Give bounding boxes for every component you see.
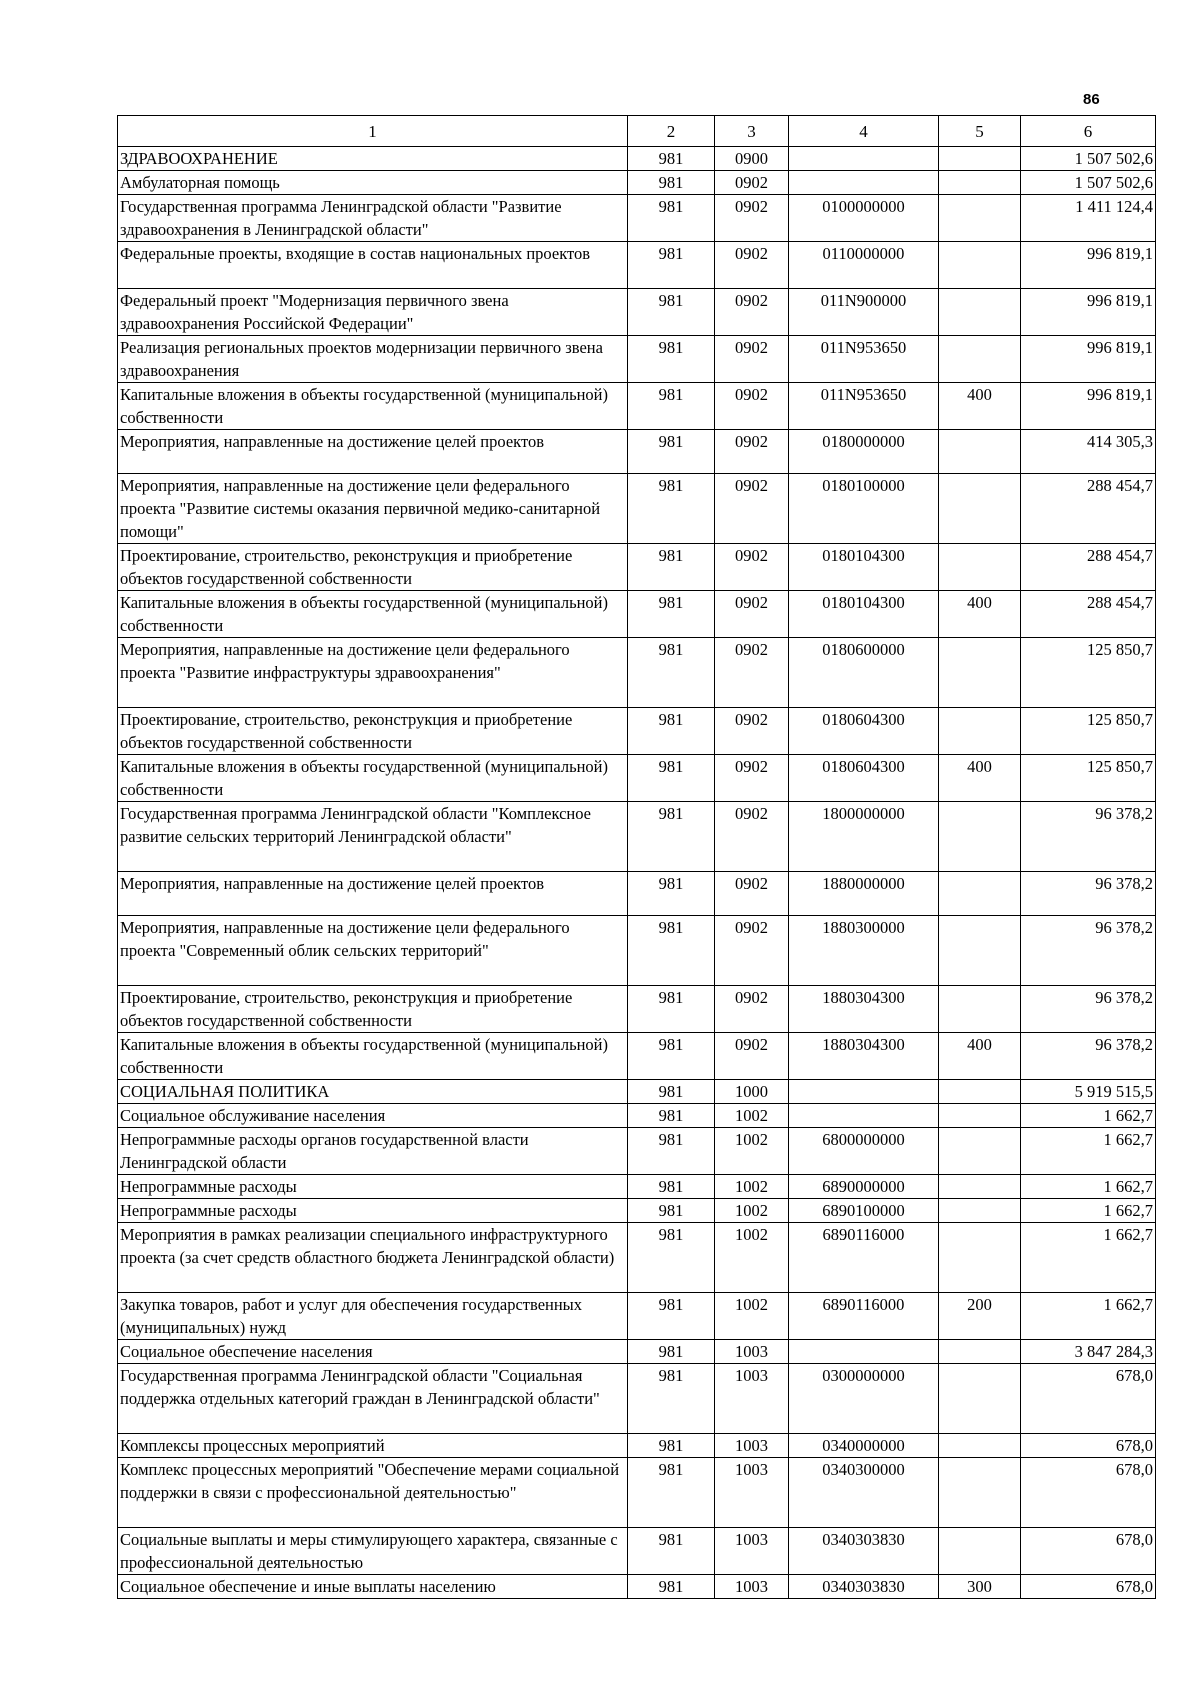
table-row [118, 430, 1156, 474]
cell-glava: 981 [628, 336, 715, 383]
cell-razdel: 0902 [715, 171, 789, 195]
cell-name: Социальное обслуживание населения [118, 1104, 628, 1128]
table-row [118, 1528, 1156, 1575]
cell-name: Федеральный проект "Модернизация первичного звена здравоохранения Российской Федерации" [118, 289, 628, 336]
cell-csr [789, 1340, 939, 1364]
cell-vr [939, 1434, 1021, 1458]
cell-csr: 0100000000 [789, 195, 939, 242]
cell-vr: 300 [939, 1575, 1021, 1599]
table-row [118, 1080, 1156, 1104]
cell-glava: 981 [628, 195, 715, 242]
cell-name: Социальное обеспечение и иные выплаты населению [118, 1575, 628, 1599]
column-header: 4 [789, 116, 939, 147]
cell-csr: 0180100000 [789, 474, 939, 544]
cell-sum: 996 819,1 [1021, 289, 1156, 336]
cell-glava: 981 [628, 1080, 715, 1104]
cell-vr: 400 [939, 383, 1021, 430]
cell-sum: 1 662,7 [1021, 1104, 1156, 1128]
cell-vr [939, 708, 1021, 755]
cell-glava: 981 [628, 1434, 715, 1458]
cell-glava: 981 [628, 474, 715, 544]
cell-sum: 96 378,2 [1021, 1033, 1156, 1080]
table-row [118, 1128, 1156, 1175]
cell-name: Мероприятия, направленные на достижение цели федерального проекта "Современный облик сельских территорий" [118, 916, 628, 986]
cell-sum: 288 454,7 [1021, 591, 1156, 638]
table-row [118, 1223, 1156, 1293]
cell-csr: 6890116000 [789, 1293, 939, 1340]
cell-sum: 1 507 502,6 [1021, 171, 1156, 195]
table-row [118, 1293, 1156, 1340]
cell-sum: 125 850,7 [1021, 708, 1156, 755]
cell-razdel: 0902 [715, 430, 789, 474]
cell-razdel: 0902 [715, 474, 789, 544]
cell-vr [939, 872, 1021, 916]
cell-glava: 981 [628, 289, 715, 336]
cell-glava: 981 [628, 383, 715, 430]
cell-razdel: 0902 [715, 591, 789, 638]
cell-vr [939, 1104, 1021, 1128]
cell-glava: 981 [628, 1528, 715, 1575]
cell-csr: 1800000000 [789, 802, 939, 872]
cell-glava: 981 [628, 1340, 715, 1364]
cell-vr [939, 638, 1021, 708]
cell-csr: 6890100000 [789, 1199, 939, 1223]
cell-name: Мероприятия, направленные на достижение цели федерального проекта "Развитие системы оказания первичной медико-санитарной помощи" [118, 474, 628, 544]
column-header: 3 [715, 116, 789, 147]
cell-razdel: 0902 [715, 544, 789, 591]
table-row [118, 147, 1156, 171]
cell-sum: 1 662,7 [1021, 1293, 1156, 1340]
cell-razdel: 1003 [715, 1340, 789, 1364]
cell-glava: 981 [628, 1175, 715, 1199]
cell-csr: 0180604300 [789, 755, 939, 802]
cell-sum: 96 378,2 [1021, 916, 1156, 986]
cell-name: Капитальные вложения в объекты государственной (муниципальной) собственности [118, 591, 628, 638]
cell-sum: 1 411 124,4 [1021, 195, 1156, 242]
cell-vr [939, 289, 1021, 336]
cell-name: Капитальные вложения в объекты государственной (муниципальной) собственности [118, 755, 628, 802]
cell-sum: 96 378,2 [1021, 872, 1156, 916]
cell-glava: 981 [628, 916, 715, 986]
cell-name: Капитальные вложения в объекты государственной (муниципальной) собственности [118, 383, 628, 430]
cell-name: Мероприятия в рамках реализации специального инфраструктурного проекта (за счет средств областного бюджета Ленинградской области) [118, 1223, 628, 1293]
cell-vr: 400 [939, 591, 1021, 638]
table-row [118, 1033, 1156, 1080]
cell-csr: 0180000000 [789, 430, 939, 474]
cell-sum: 96 378,2 [1021, 802, 1156, 872]
cell-name: Государственная программа Ленинградской области "Развитие здравоохранения в Ленинградской области" [118, 195, 628, 242]
cell-name: Мероприятия, направленные на достижение целей проектов [118, 872, 628, 916]
table-row [118, 544, 1156, 591]
cell-sum: 996 819,1 [1021, 383, 1156, 430]
cell-razdel: 0902 [715, 986, 789, 1033]
cell-csr [789, 1080, 939, 1104]
cell-vr [939, 1175, 1021, 1199]
cell-sum: 996 819,1 [1021, 336, 1156, 383]
cell-sum: 288 454,7 [1021, 544, 1156, 591]
cell-razdel: 1002 [715, 1199, 789, 1223]
cell-razdel: 1002 [715, 1223, 789, 1293]
cell-csr [789, 171, 939, 195]
cell-vr [939, 171, 1021, 195]
cell-csr [789, 147, 939, 171]
column-header: 5 [939, 116, 1021, 147]
cell-vr [939, 147, 1021, 171]
cell-name: Проектирование, строительство, реконструкция и приобретение объектов государственной собственности [118, 708, 628, 755]
cell-name: Амбулаторная помощь [118, 171, 628, 195]
cell-razdel: 0902 [715, 336, 789, 383]
cell-vr [939, 430, 1021, 474]
cell-sum: 96 378,2 [1021, 986, 1156, 1033]
cell-razdel: 1002 [715, 1293, 789, 1340]
cell-glava: 981 [628, 1364, 715, 1434]
table-row [118, 474, 1156, 544]
cell-name: Закупка товаров, работ и услуг для обеспечения государственных (муниципальных) нужд [118, 1293, 628, 1340]
cell-vr [939, 1080, 1021, 1104]
cell-vr [939, 916, 1021, 986]
cell-glava: 981 [628, 708, 715, 755]
cell-csr: 011N900000 [789, 289, 939, 336]
cell-name: Непрограммные расходы [118, 1175, 628, 1199]
cell-razdel: 1000 [715, 1080, 789, 1104]
table-row [118, 755, 1156, 802]
cell-razdel: 0902 [715, 289, 789, 336]
cell-vr: 400 [939, 755, 1021, 802]
cell-sum: 1 662,7 [1021, 1223, 1156, 1293]
page-number: 86 [1083, 91, 1100, 108]
cell-vr: 400 [939, 1033, 1021, 1080]
cell-razdel: 1002 [715, 1104, 789, 1128]
cell-glava: 981 [628, 430, 715, 474]
cell-csr: 6890116000 [789, 1223, 939, 1293]
cell-vr [939, 986, 1021, 1033]
cell-razdel: 0902 [715, 1033, 789, 1080]
cell-glava: 981 [628, 1458, 715, 1528]
table-header-row [118, 116, 1156, 147]
cell-csr: 1880304300 [789, 1033, 939, 1080]
cell-name: Государственная программа Ленинградской области "Комплексное развитие сельских территорий Ленинградской области" [118, 802, 628, 872]
cell-csr: 0300000000 [789, 1364, 939, 1434]
cell-vr [939, 1458, 1021, 1528]
cell-razdel: 0902 [715, 383, 789, 430]
cell-razdel: 0902 [715, 708, 789, 755]
cell-vr [939, 242, 1021, 289]
cell-vr [939, 195, 1021, 242]
cell-razdel: 0902 [715, 195, 789, 242]
cell-razdel: 0902 [715, 802, 789, 872]
cell-sum: 1 507 502,6 [1021, 147, 1156, 171]
table-row [118, 1340, 1156, 1364]
cell-sum: 996 819,1 [1021, 242, 1156, 289]
cell-razdel: 1002 [715, 1128, 789, 1175]
table-row [118, 171, 1156, 195]
cell-sum: 3 847 284,3 [1021, 1340, 1156, 1364]
cell-glava: 981 [628, 1223, 715, 1293]
cell-name: Комплексы процессных мероприятий [118, 1434, 628, 1458]
cell-glava: 981 [628, 591, 715, 638]
table-row [118, 195, 1156, 242]
cell-csr: 0180104300 [789, 591, 939, 638]
cell-glava: 981 [628, 171, 715, 195]
cell-glava: 981 [628, 872, 715, 916]
cell-glava: 981 [628, 755, 715, 802]
cell-razdel: 1003 [715, 1575, 789, 1599]
column-header: 2 [628, 116, 715, 147]
cell-sum: 678,0 [1021, 1575, 1156, 1599]
cell-csr: 0180600000 [789, 638, 939, 708]
cell-csr: 6800000000 [789, 1128, 939, 1175]
cell-sum: 678,0 [1021, 1434, 1156, 1458]
column-header: 1 [118, 116, 628, 147]
column-header: 6 [1021, 116, 1156, 147]
cell-csr: 1880300000 [789, 916, 939, 986]
table-row [118, 242, 1156, 289]
cell-razdel: 1003 [715, 1458, 789, 1528]
cell-sum: 5 919 515,5 [1021, 1080, 1156, 1104]
cell-glava: 981 [628, 1104, 715, 1128]
table-row [118, 986, 1156, 1033]
cell-name: Непрограммные расходы органов государственной власти Ленинградской области [118, 1128, 628, 1175]
cell-name: Федеральные проекты, входящие в состав национальных проектов [118, 242, 628, 289]
table-row [118, 591, 1156, 638]
cell-glava: 981 [628, 1033, 715, 1080]
cell-csr: 011N953650 [789, 336, 939, 383]
cell-name: Мероприятия, направленные на достижение цели федерального проекта "Развитие инфраструктуры здравоохранения" [118, 638, 628, 708]
table-row [118, 383, 1156, 430]
table-row [118, 1364, 1156, 1434]
cell-glava: 981 [628, 1128, 715, 1175]
table-body [118, 147, 1156, 1599]
budget-table [117, 115, 1156, 1599]
table-row [118, 1434, 1156, 1458]
table-row [118, 802, 1156, 872]
cell-vr [939, 544, 1021, 591]
cell-glava: 981 [628, 1575, 715, 1599]
cell-vr: 200 [939, 1293, 1021, 1340]
cell-name: Мероприятия, направленные на достижение целей проектов [118, 430, 628, 474]
cell-razdel: 1003 [715, 1364, 789, 1434]
cell-razdel: 0902 [715, 755, 789, 802]
cell-vr [939, 1223, 1021, 1293]
cell-name: СОЦИАЛЬНАЯ ПОЛИТИКА [118, 1080, 628, 1104]
table-row [118, 1104, 1156, 1128]
cell-sum: 678,0 [1021, 1528, 1156, 1575]
cell-csr: 0110000000 [789, 242, 939, 289]
cell-csr: 0340303830 [789, 1575, 939, 1599]
table-row [118, 916, 1156, 986]
table-row [118, 1175, 1156, 1199]
cell-name: Социальное обеспечение населения [118, 1340, 628, 1364]
cell-vr [939, 1128, 1021, 1175]
cell-sum: 288 454,7 [1021, 474, 1156, 544]
cell-razdel: 0902 [715, 916, 789, 986]
cell-glava: 981 [628, 147, 715, 171]
cell-vr [939, 1528, 1021, 1575]
cell-csr: 0340000000 [789, 1434, 939, 1458]
table-row [118, 1199, 1156, 1223]
cell-csr: 0340303830 [789, 1528, 939, 1575]
table-row [118, 289, 1156, 336]
cell-glava: 981 [628, 1293, 715, 1340]
cell-razdel: 1003 [715, 1528, 789, 1575]
cell-sum: 678,0 [1021, 1364, 1156, 1434]
cell-name: Социальные выплаты и меры стимулирующего характера, связанные с профессиональной деятельностью [118, 1528, 628, 1575]
cell-vr [939, 802, 1021, 872]
cell-vr [939, 474, 1021, 544]
table-row [118, 872, 1156, 916]
cell-glava: 981 [628, 242, 715, 289]
cell-sum: 1 662,7 [1021, 1128, 1156, 1175]
cell-name: Комплекс процессных мероприятий "Обеспечение мерами социальной поддержки в связи с профессиональной деятельностью" [118, 1458, 628, 1528]
cell-glava: 981 [628, 986, 715, 1033]
cell-name: Проектирование, строительство, реконструкция и приобретение объектов государственной собственности [118, 544, 628, 591]
cell-name: Проектирование, строительство, реконструкция и приобретение объектов государственной собственности [118, 986, 628, 1033]
cell-csr: 0180104300 [789, 544, 939, 591]
cell-razdel: 1003 [715, 1434, 789, 1458]
cell-vr [939, 1199, 1021, 1223]
cell-razdel: 0902 [715, 638, 789, 708]
cell-name: ЗДРАВООХРАНЕНИЕ [118, 147, 628, 171]
cell-sum: 1 662,7 [1021, 1199, 1156, 1223]
cell-csr: 1880304300 [789, 986, 939, 1033]
cell-razdel: 0902 [715, 242, 789, 289]
cell-glava: 981 [628, 638, 715, 708]
cell-sum: 125 850,7 [1021, 755, 1156, 802]
table-row [118, 1575, 1156, 1599]
table-row [118, 638, 1156, 708]
cell-csr: 6890000000 [789, 1175, 939, 1199]
cell-name: Непрограммные расходы [118, 1199, 628, 1223]
table-row [118, 708, 1156, 755]
cell-csr [789, 1104, 939, 1128]
cell-name: Реализация региональных проектов модернизации первичного звена здравоохранения [118, 336, 628, 383]
cell-glava: 981 [628, 802, 715, 872]
cell-vr [939, 336, 1021, 383]
cell-name: Капитальные вложения в объекты государственной (муниципальной) собственности [118, 1033, 628, 1080]
cell-sum: 125 850,7 [1021, 638, 1156, 708]
cell-razdel: 0902 [715, 872, 789, 916]
cell-razdel: 1002 [715, 1175, 789, 1199]
cell-sum: 678,0 [1021, 1458, 1156, 1528]
cell-sum: 414 305,3 [1021, 430, 1156, 474]
cell-csr: 011N953650 [789, 383, 939, 430]
cell-vr [939, 1340, 1021, 1364]
cell-glava: 981 [628, 544, 715, 591]
cell-sum: 1 662,7 [1021, 1175, 1156, 1199]
cell-csr: 1880000000 [789, 872, 939, 916]
cell-razdel: 0900 [715, 147, 789, 171]
table-row [118, 1458, 1156, 1528]
cell-name: Государственная программа Ленинградской области "Социальная поддержка отдельных категорий граждан в Ленинградской области" [118, 1364, 628, 1434]
table-row [118, 336, 1156, 383]
cell-vr [939, 1364, 1021, 1434]
cell-glava: 981 [628, 1199, 715, 1223]
cell-csr: 0180604300 [789, 708, 939, 755]
cell-csr: 0340300000 [789, 1458, 939, 1528]
